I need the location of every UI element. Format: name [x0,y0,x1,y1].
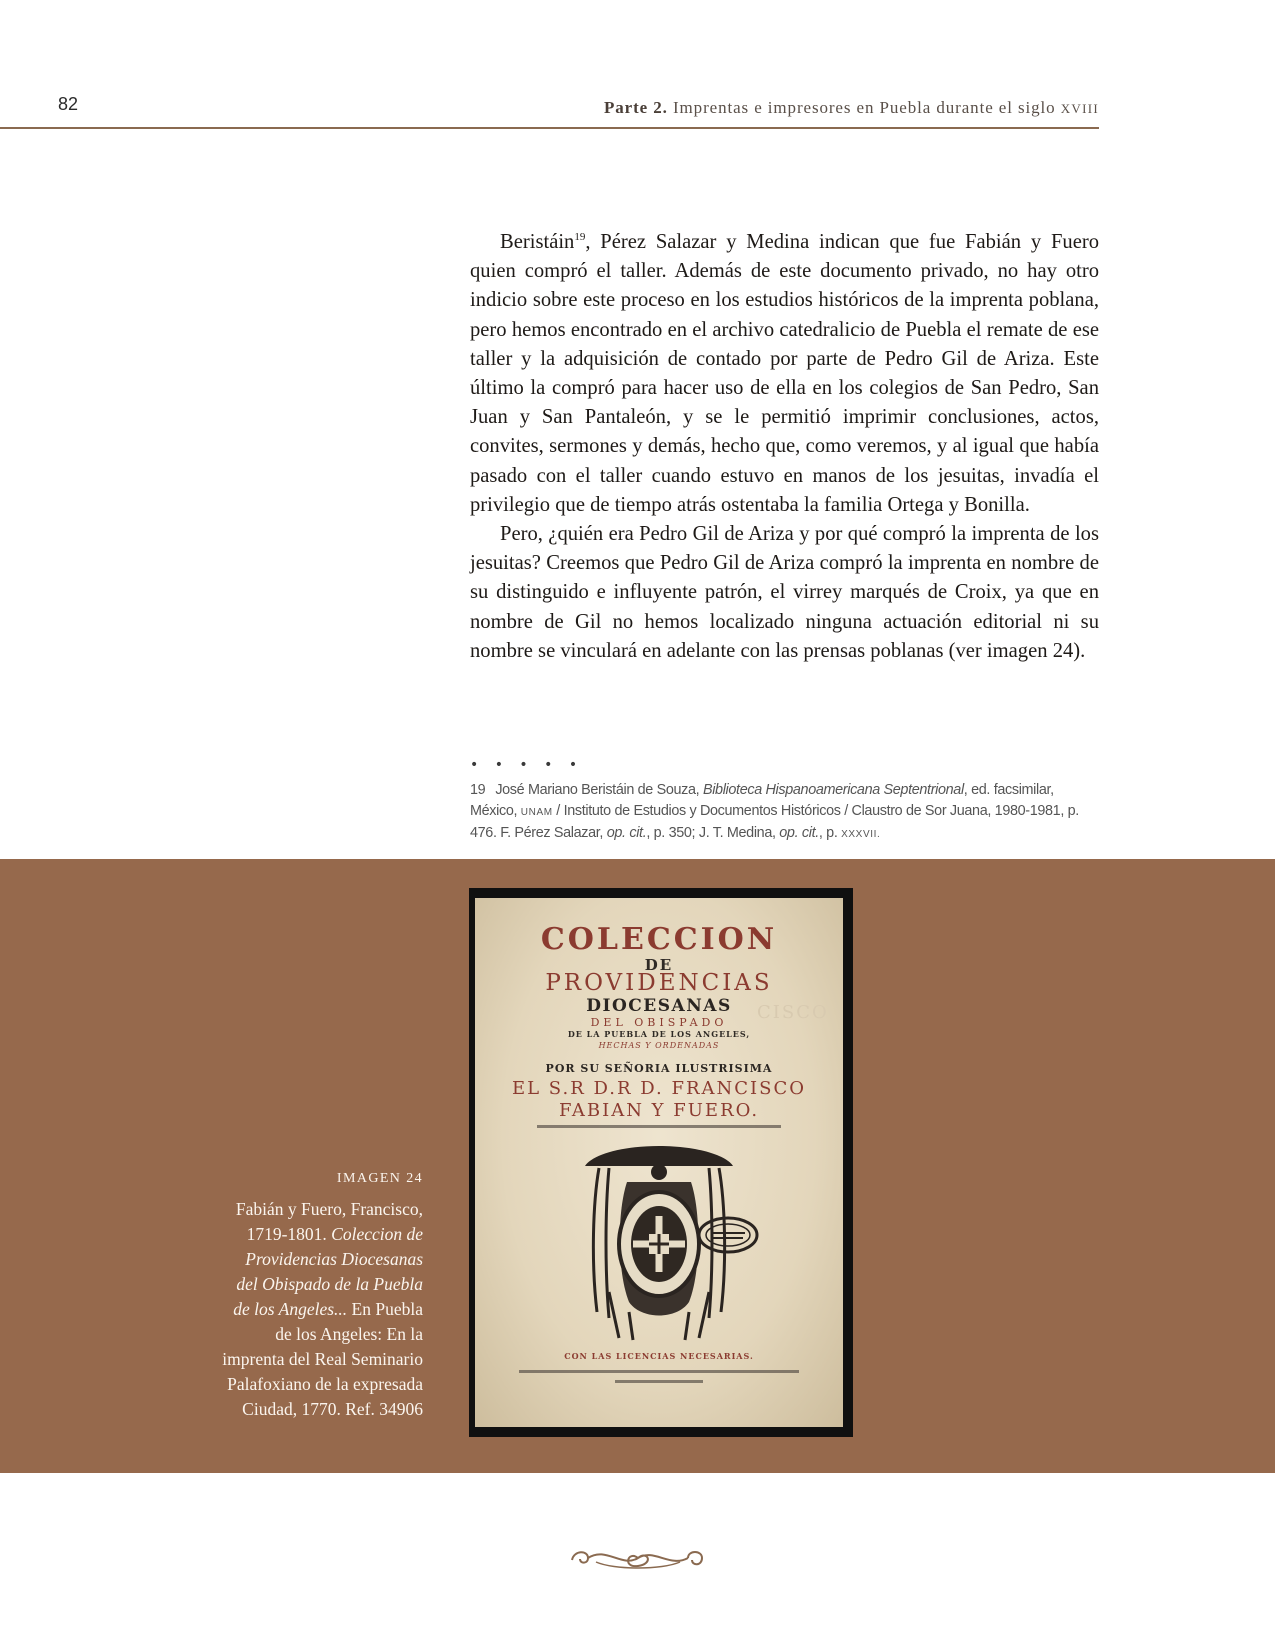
header-rule [0,127,1099,129]
plate-line-2: DE [644,956,674,974]
plate-line-8: POR SU SEÑORIA ILUSTRISIMA [545,1062,773,1075]
part-title: Imprentas e impresores en Puebla durante el siglo [672,98,1056,117]
p1-rest: , Pérez Salazar y Medina indican que fue Fabián y Fuero quien compró el taller. Además de este documento privado, no hay otro indicio sobre este proceso en los estudios históricos de la imprenta poblana, pero hemos encontrado en el archivo catedralicio de Puebla el remate de ese taller y la adquisición de contado por parte de Pedro Gil de Ariza. Este último la compró para hacer uso de ella en los colegios de San Pedro, San Juan y San Pantaleón, y se le permitió imprimir conclusiones, actos, convites, sermones y demás, hecho que, como veremos, y al igual que había pasado con el taller cuando estuvo en manos de los jesuitas, invadía el privilegio que de tiempo atrás ostentaba la familia Ortega y Bonilla. [470,231,1099,516]
paragraph-1 [470,228,1099,520]
plate-line-6: DE LA PUEBLA DE LOS ANGELES, [567,1029,751,1039]
footnote-text-b: / Instituto de Estudios y Documentos Históricos / Claustro de Sor Juana, 1980-1981, p. 476. F. Pérez Salazar, [470,803,1079,841]
figure-caption [222,1166,423,1422]
footnote-text-d: , p. [818,825,838,841]
part-label: Parte 2. [603,98,668,117]
plate-fine-print-3 [615,1380,703,1383]
footnote-divider: • • • • • [470,757,584,773]
plate-line-10: FABIAN Y FUERO. [558,1100,760,1121]
flourish-ornament-icon [566,1544,708,1572]
p1-lead: Beristáin [500,231,575,253]
book-title-page-image [469,888,853,1437]
paragraph-2: Pero, ¿quién era Pedro Gil de Ariza y por qué compró la imprenta de los jesuitas? Creemos que Pedro Gil de Ariza compró la imprenta en nombre de su distinguido e influyente patrón, el virrey marqués de Croix, ya que en nombre de Gil no hemos localizado ninguna actuación editorial ni su nombre se vinculará en adelante con las prensas poblanas (ver imagen 24). [470,523,1099,662]
plate-line-3: PROVIDENCIAS [545,970,773,996]
running-head [604,98,1099,118]
library-stamp-icon [697,1216,759,1254]
footnote-title: Biblioteca Hispanoamericana Septentrional [702,782,964,798]
page-number: 82 [58,94,79,114]
caption-imprint: En Puebla de los Angeles: En la imprenta del Real Seminario Palafoxiano de la expresada Ciudad, 1770. [222,1299,423,1419]
footnote-opcit-2: op. cit. [779,825,819,841]
plate-line-5: DEL OBISPADO [590,1016,728,1029]
bleed-through-text: CISCO [757,1002,829,1023]
plate-fine-print-1 [537,1125,781,1128]
footnote-number: 19 [470,782,486,798]
century: XVIII [1060,101,1099,116]
footnote-ref[interactable]: 19 [574,231,586,244]
plate-line-9: EL S.R D.R D. FRANCISCO [511,1078,807,1099]
caption-label: IMAGEN 24 [336,1171,423,1186]
body-text [470,228,1099,666]
plate-fine-print-2 [519,1370,799,1373]
footnote-text-c: , p. 350; J. T. Medina, [646,825,776,841]
footnote [470,780,1102,845]
footnote-author: José Mariano Beristáin de Souza, [495,782,700,798]
caption-author: Fabián y Fuero, Francisco, 1719-1801. [235,1199,423,1244]
title-page [475,898,843,1427]
plate-line-7: HECHAS Y ORDENADAS [598,1041,720,1050]
plate-line-4: DIOCESANAS [586,996,732,1016]
footnote-opcit-1: op. cit. [606,825,647,841]
caption-title: Coleccion de Providencias Diocesanas del Obispado de la Puebla de los Angeles... [233,1224,423,1319]
footnote-roman: XXXVII. [841,829,881,840]
caption-ref: Ref. 34906 [345,1399,423,1419]
caption-body [222,1197,423,1422]
footnote-text-a: , ed. facsimilar, México, [470,782,1054,819]
footnote-unam: UNAM [520,807,553,818]
plate-line-11: CON LAS LICENCIAS NECESARIAS. [564,1351,754,1361]
plate-line-1: COLECCION [540,922,778,957]
